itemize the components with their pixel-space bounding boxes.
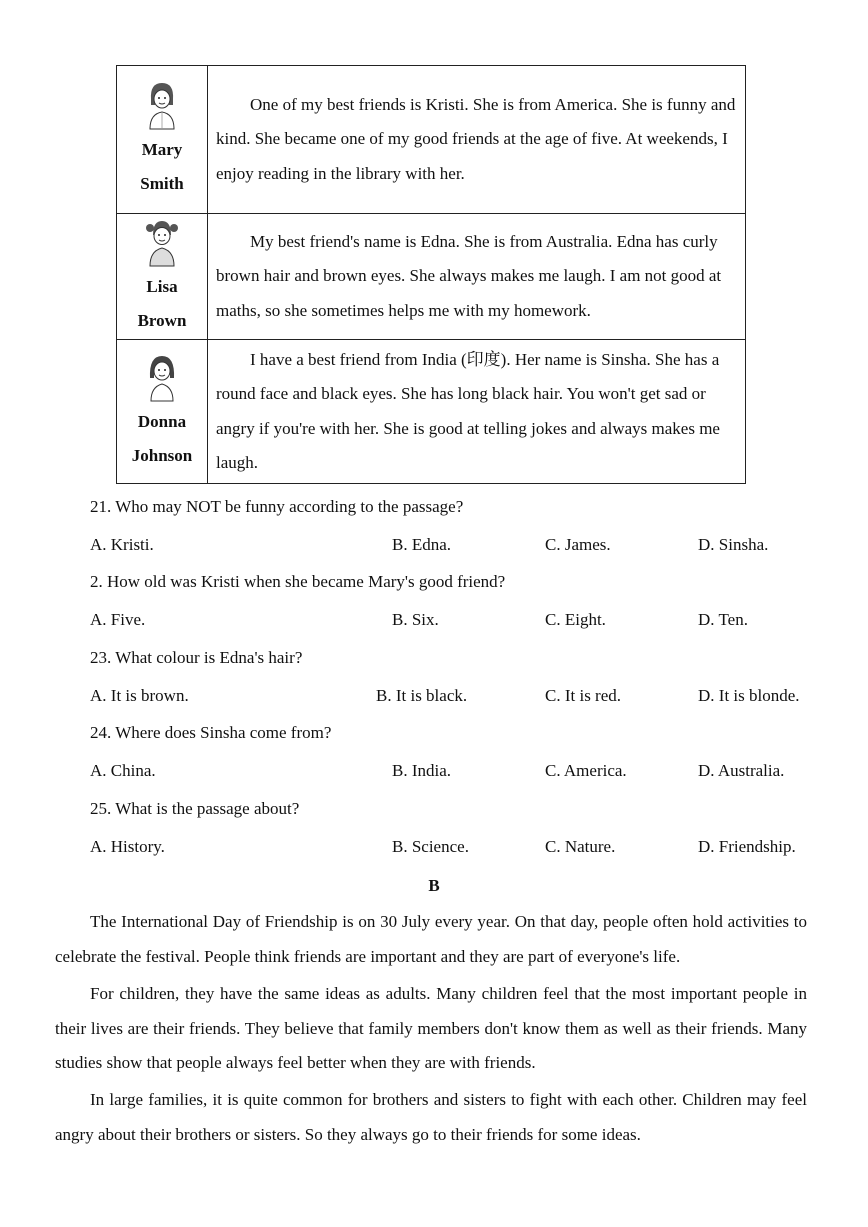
person-last-name: Johnson — [131, 446, 193, 465]
option-a: A. China. — [90, 761, 156, 780]
person-cell — [117, 214, 208, 340]
person-cell — [117, 340, 208, 484]
person-last-name: Smith — [140, 174, 184, 193]
girl-pigtails-avatar-icon — [142, 215, 182, 267]
option-a: A. It is brown. — [90, 686, 189, 705]
option-b: B. It is black. — [376, 686, 468, 705]
table-row — [117, 66, 746, 214]
person-cell — [117, 66, 208, 214]
table-row — [117, 340, 746, 484]
question-text: 2. How old was Kristi when she became Mary's good friend? — [90, 572, 506, 591]
girl-bob-hair-avatar-icon — [142, 350, 182, 402]
option-c: C. It is red. — [545, 686, 622, 705]
description-cell — [208, 340, 746, 484]
question-text: 21. Who may NOT be funny according to the passage? — [90, 497, 464, 516]
option-c: C. James. — [545, 535, 611, 554]
option-c: C. Nature. — [545, 837, 616, 856]
passage-paragraph: The International Day of Friendship is on 30 July every year. On that day, people often hold activities to celebrate the festival. People think friends are important and they are part of everyone's life. — [55, 912, 807, 966]
question-text: 25. What is the passage about? — [90, 799, 300, 818]
section-heading: B — [428, 876, 440, 895]
description-text: My best friend's name is Edna. She is from Australia. Edna has curly brown hair and brown eyes. She always makes me laugh. I am not good at maths, so she sometimes helps me with my homework. — [216, 231, 722, 320]
description-cell — [208, 66, 746, 214]
person-first-name: Mary — [141, 140, 183, 159]
option-d: D. Ten. — [698, 610, 748, 629]
description-text: I have a best friend from India (印度). Her name is Sinsha. She has a round face and black eyes. She has long black hair. You won't get sad or angry if you're with her. She is good at telling jokes and always makes me laugh. — [216, 349, 720, 472]
passage-paragraph: In large families, it is quite common for brothers and sisters to fight with each other. Children may feel angry about their brothers or sisters. So they always go to their friends for some ideas. — [55, 1090, 807, 1144]
table-row — [117, 214, 746, 340]
option-d: D. Australia. — [698, 761, 785, 780]
option-b: B. Science. — [392, 837, 469, 856]
option-a: A. Kristi. — [90, 535, 154, 554]
question-text: 23. What colour is Edna's hair? — [90, 648, 303, 667]
description-cell — [208, 214, 746, 340]
person-first-name: Lisa — [146, 277, 178, 296]
option-a: A. Five. — [90, 610, 146, 629]
option-d: D. Sinsha. — [698, 535, 769, 554]
option-d: D. It is blonde. — [698, 686, 800, 705]
option-b: B. India. — [392, 761, 452, 780]
option-b: B. Six. — [392, 610, 439, 629]
person-last-name: Brown — [137, 311, 187, 330]
friends-table — [116, 65, 746, 484]
option-c: C. America. — [545, 761, 627, 780]
person-first-name: Donna — [137, 412, 187, 431]
option-b: B. Edna. — [392, 535, 452, 554]
option-a: A. History. — [90, 837, 165, 856]
option-d: D. Friendship. — [698, 837, 796, 856]
description-text: One of my best friends is Kristi. She is from America. She is funny and kind. She became one of my good friends at the age of five. At weekends, I enjoy reading in the library with her. — [216, 94, 736, 183]
option-c: C. Eight. — [545, 610, 606, 629]
passage-paragraph: For children, they have the same ideas as adults. Many children feel that the most important people in their lives are their friends. They believe that family members don't know them as well as their friends. Many studies show that people always feel better when they are with friends. — [55, 984, 807, 1072]
question-text: 24. Where does Sinsha come from? — [90, 723, 332, 742]
girl-short-hair-avatar-icon — [142, 78, 182, 130]
